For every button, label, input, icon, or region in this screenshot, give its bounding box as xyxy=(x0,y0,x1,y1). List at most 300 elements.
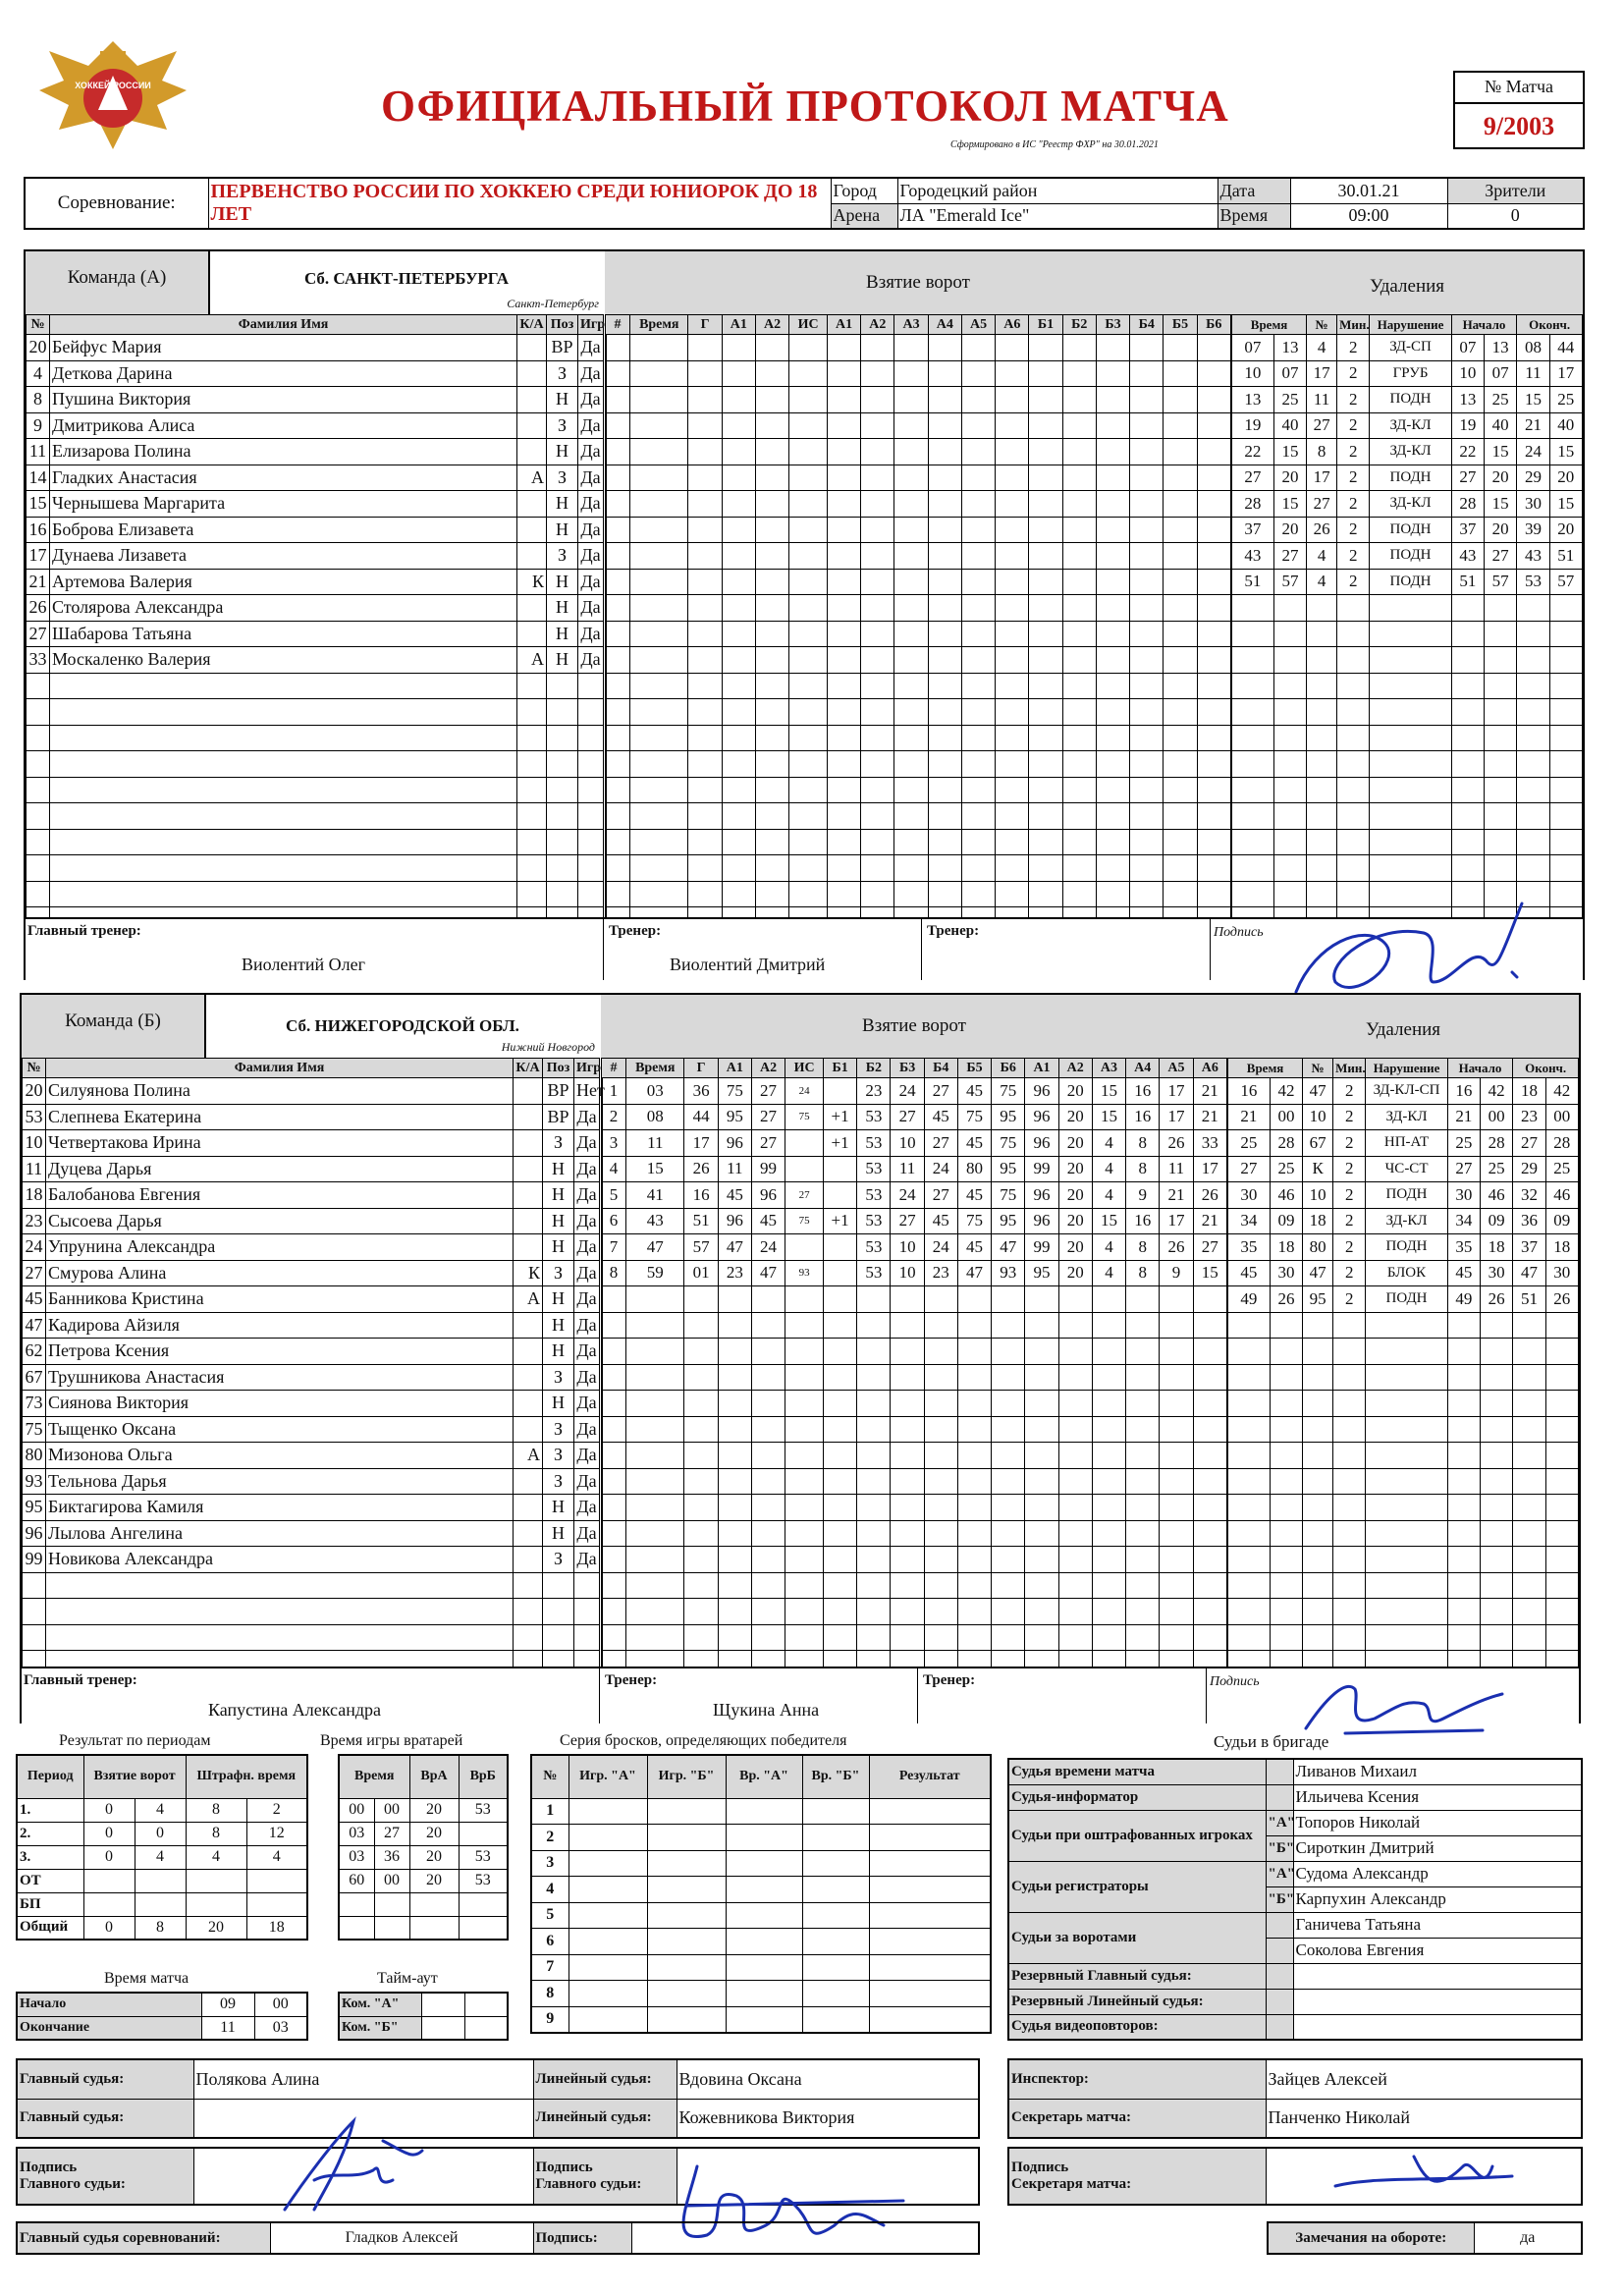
player-position: Н xyxy=(543,1520,574,1547)
penalty-cell xyxy=(1307,595,1337,622)
penalty-row xyxy=(1232,360,1583,387)
goal-cell xyxy=(992,1312,1025,1339)
penalty-cell xyxy=(1451,725,1484,751)
penalty-cell: 18 xyxy=(1480,1234,1512,1261)
goal-cell xyxy=(928,412,961,439)
goal-cell xyxy=(961,335,995,361)
penalty-cell xyxy=(1484,699,1516,726)
goal-cell xyxy=(827,491,860,518)
penalty-cell: 20 xyxy=(1273,465,1306,491)
goal-cell xyxy=(602,1572,626,1599)
player-played: Да xyxy=(578,621,604,647)
team-b-head-coach: Капустина Александра xyxy=(208,1700,382,1720)
goal-cell: 57 xyxy=(684,1234,718,1261)
shootout-num: 6 xyxy=(531,1929,568,1955)
goal-cell: 4 xyxy=(1092,1234,1125,1261)
goal-cell xyxy=(684,1364,718,1391)
goals-col-header: А2 xyxy=(755,315,788,335)
player-number: 9 xyxy=(27,412,50,439)
penalty-cell xyxy=(1270,1547,1302,1573)
player-number xyxy=(23,1572,46,1599)
goal-cell xyxy=(684,1520,718,1547)
goal-cell xyxy=(722,803,755,830)
goal-cell: +1 xyxy=(823,1130,856,1157)
penalty-cell: 37 xyxy=(1232,517,1274,543)
penalty-cell: 43 xyxy=(1517,543,1549,570)
goal-cell xyxy=(1197,569,1230,595)
goal-row xyxy=(602,1286,1227,1313)
player-played: Да xyxy=(574,1156,600,1182)
goal-cell xyxy=(755,569,788,595)
goal-cell xyxy=(718,1495,751,1521)
penalty-cell xyxy=(1270,1312,1302,1339)
player-role xyxy=(517,673,547,699)
goal-cell xyxy=(688,360,722,387)
generated-note: Сформировано в ИС "Реестр ФХР" на 30.01.2021 xyxy=(950,139,1159,150)
goal-cell xyxy=(996,412,1029,439)
goal-cell xyxy=(1160,1364,1193,1391)
player-row xyxy=(23,1391,600,1417)
roster-col-header: Игр xyxy=(578,315,604,335)
penalty-cell: 49 xyxy=(1228,1286,1271,1313)
goal-cell xyxy=(857,1599,891,1625)
goal-cell xyxy=(606,543,630,570)
penalty-cell xyxy=(1270,1391,1302,1417)
penalty-cell xyxy=(1549,647,1582,674)
penalty-row xyxy=(1232,751,1583,778)
goal-cell xyxy=(891,1547,924,1573)
penalty-cell: 39 xyxy=(1517,517,1549,543)
goal-cell xyxy=(961,647,995,674)
penalty-cell: 07 xyxy=(1451,335,1484,361)
goal-cell xyxy=(1130,725,1164,751)
player-row xyxy=(27,412,604,439)
penalty-cell: 10 xyxy=(1451,360,1484,387)
referees-table xyxy=(16,2058,980,2139)
goal-cell xyxy=(630,569,688,595)
player-played: Да xyxy=(578,491,604,518)
goalie-cell: 36 xyxy=(374,1845,409,1869)
goal-cell: 53 xyxy=(857,1208,891,1234)
goal-cell xyxy=(827,699,860,726)
goal-cell xyxy=(602,1443,626,1469)
penalty-cell xyxy=(1228,1547,1271,1573)
player-position xyxy=(547,855,578,882)
player-position: З xyxy=(547,465,578,491)
goal-cell: 15 xyxy=(1193,1260,1226,1286)
goal-cell xyxy=(688,439,722,465)
goal-cell xyxy=(827,465,860,491)
goal-cell xyxy=(1164,855,1197,882)
date: 30.01.21 xyxy=(1290,179,1447,203)
goal-cell xyxy=(1092,1286,1125,1313)
goal-cell xyxy=(626,1599,684,1625)
goal-cell xyxy=(1096,595,1129,622)
goal-cell xyxy=(928,360,961,387)
secretary: Панченко Николай xyxy=(1266,2099,1582,2138)
player-played: Да xyxy=(574,1234,600,1261)
penalty-cell xyxy=(1333,1624,1366,1651)
player-position: З xyxy=(543,1416,574,1443)
goal-cell xyxy=(827,335,860,361)
shootout-cell xyxy=(802,1954,869,1981)
player-row xyxy=(27,595,604,622)
penalty-cell xyxy=(1232,777,1274,803)
player-number: 62 xyxy=(23,1339,46,1365)
goal-cell: 53 xyxy=(857,1156,891,1182)
player-row xyxy=(23,1208,600,1234)
penalty-row xyxy=(1228,1208,1579,1234)
shootout-cell xyxy=(869,1929,991,1955)
penalty-cell: 10 xyxy=(1232,360,1274,387)
penalty-row xyxy=(1232,335,1583,361)
goals-col-header: А1 xyxy=(718,1059,751,1078)
goal-cell xyxy=(1164,517,1197,543)
penalty-cell xyxy=(1447,1547,1480,1573)
penalty-cell: 36 xyxy=(1513,1208,1545,1234)
goal-cell xyxy=(602,1468,626,1495)
penalty-cell xyxy=(1366,1599,1447,1625)
goal-cell xyxy=(823,1182,856,1209)
penalty-cell: 2 xyxy=(1333,1078,1366,1105)
player-row xyxy=(23,1260,600,1286)
goal-cell xyxy=(924,1339,957,1365)
penalty-cell xyxy=(1228,1391,1271,1417)
period-row xyxy=(17,1798,307,1822)
shootout-cell xyxy=(802,1825,869,1851)
goal-row xyxy=(606,699,1231,726)
player-played: Да xyxy=(574,1312,600,1339)
goal-cell xyxy=(751,1312,785,1339)
penalty-cell: 53 xyxy=(1517,569,1549,595)
goal-cell: 93 xyxy=(785,1260,824,1286)
brigade-role: Резервный Главный судья: xyxy=(1008,1963,1266,1989)
penalty-cell: 51 xyxy=(1451,569,1484,595)
goal-cell xyxy=(718,1599,751,1625)
penalty-cell: ПОДН xyxy=(1370,569,1451,595)
penalty-cell xyxy=(1333,1339,1366,1365)
goal-cell xyxy=(718,1547,751,1573)
goalie-cell: 03 xyxy=(339,1845,374,1869)
penalty-cell xyxy=(1480,1547,1512,1573)
goal-cell xyxy=(1029,465,1062,491)
goal-cell xyxy=(718,1364,751,1391)
goal-cell xyxy=(961,699,995,726)
goal-cell xyxy=(928,881,961,907)
penalty-cell: 37 xyxy=(1513,1234,1545,1261)
goal-cell: 2 xyxy=(602,1104,626,1130)
goal-cell xyxy=(785,1339,824,1365)
goals-col-header: # xyxy=(606,315,630,335)
goal-cell xyxy=(630,335,688,361)
roster-col-header: Фамилия Имя xyxy=(50,315,517,335)
player-role: А xyxy=(517,465,547,491)
penalty-cell: 30 xyxy=(1517,491,1549,518)
goal-cell xyxy=(1096,360,1129,387)
penalty-cell xyxy=(1228,1624,1271,1651)
goalie-cell xyxy=(339,1916,374,1940)
penalty-cell: 21 xyxy=(1228,1104,1271,1130)
goal-cell: 16 xyxy=(684,1182,718,1209)
goal-cell: 03 xyxy=(626,1078,684,1105)
shootout-cell xyxy=(802,1981,869,2007)
player-row xyxy=(27,387,604,413)
goals-col-header: А6 xyxy=(1193,1059,1226,1078)
goal-cell xyxy=(861,517,894,543)
penalty-cell xyxy=(1270,1495,1302,1521)
goal-row xyxy=(602,1156,1227,1182)
goal-cell xyxy=(1160,1599,1193,1625)
goal-cell xyxy=(1029,412,1062,439)
shootout-cell xyxy=(726,1877,802,1903)
brigade-row xyxy=(1008,1810,1582,1835)
goal-cell xyxy=(823,1547,856,1573)
timeout-a-label: Ком. "А" xyxy=(339,1993,421,2016)
goalie-row xyxy=(339,1916,508,1940)
goal-cell: 26 xyxy=(1193,1182,1226,1209)
shootout-num: 7 xyxy=(531,1954,568,1981)
goal-cell xyxy=(961,777,995,803)
goal-cell xyxy=(602,1391,626,1417)
player-position: Н xyxy=(547,569,578,595)
goal-cell: 75 xyxy=(957,1208,991,1234)
period-cell: БП xyxy=(17,1892,83,1916)
goal-row xyxy=(602,1339,1227,1365)
goal-cell xyxy=(1029,751,1062,778)
player-row xyxy=(27,855,604,882)
player-name: Кадирова Айзиля xyxy=(46,1312,514,1339)
shootout-cell xyxy=(647,1954,726,1981)
goal-cell xyxy=(1029,491,1062,518)
penalty-cell: 2 xyxy=(1337,569,1370,595)
goal-cell xyxy=(894,855,928,882)
goal-cell xyxy=(751,1443,785,1469)
goal-cell xyxy=(928,491,961,518)
penalty-cell: 27 xyxy=(1307,491,1337,518)
penalty-cell: 46 xyxy=(1545,1182,1578,1209)
player-row xyxy=(27,751,604,778)
penalty-cell: ЗД-КЛ xyxy=(1370,412,1451,439)
player-row xyxy=(27,465,604,491)
player-name: Бейфус Мария xyxy=(50,335,517,361)
goal-cell xyxy=(722,335,755,361)
goal-cell xyxy=(957,1468,991,1495)
penalty-cell xyxy=(1545,1312,1578,1339)
penalty-cell: ПОДН xyxy=(1370,543,1451,570)
player-number: 96 xyxy=(23,1520,46,1547)
goal-cell xyxy=(823,1078,856,1105)
match-start-label: Начало xyxy=(17,1993,201,2016)
goal-cell: 27 xyxy=(785,1182,824,1209)
goal-cell xyxy=(928,855,961,882)
goals-col-header: А1 xyxy=(722,315,755,335)
player-played xyxy=(574,1572,600,1599)
player-position: Н xyxy=(547,621,578,647)
goal-cell: 24 xyxy=(924,1234,957,1261)
goal-cell xyxy=(688,881,722,907)
player-row xyxy=(23,1286,600,1313)
player-position xyxy=(547,725,578,751)
goal-cell xyxy=(606,803,630,830)
match-start-m: 00 xyxy=(254,1993,307,2016)
goalie-cell: 00 xyxy=(374,1798,409,1822)
goal-cell xyxy=(755,387,788,413)
goal-cell xyxy=(755,777,788,803)
goal-cell: 20 xyxy=(1058,1078,1092,1105)
player-row xyxy=(23,1599,600,1625)
goal-cell xyxy=(1058,1339,1092,1365)
penalty-cell: 47 xyxy=(1303,1260,1333,1286)
penalty-row xyxy=(1232,387,1583,413)
goal-row xyxy=(606,595,1231,622)
goal-cell xyxy=(1130,621,1164,647)
shootout-cell xyxy=(568,1798,647,1825)
goal-cell xyxy=(861,412,894,439)
shootout-cell xyxy=(869,1798,991,1825)
goal-cell xyxy=(755,751,788,778)
penalty-cell: 15 xyxy=(1549,439,1582,465)
goal-cell xyxy=(1025,1339,1058,1365)
brigade-role: Судьи при оштрафованных игроках xyxy=(1008,1810,1266,1861)
penalty-cell xyxy=(1545,1443,1578,1469)
penalty-cell xyxy=(1480,1364,1512,1391)
penalty-row xyxy=(1232,517,1583,543)
penalty-col-header: № xyxy=(1303,1059,1333,1078)
goal-cell xyxy=(894,491,928,518)
goal-cell xyxy=(718,1286,751,1313)
goal-cell: 44 xyxy=(684,1104,718,1130)
player-played xyxy=(578,699,604,726)
penalty-cell xyxy=(1447,1520,1480,1547)
shootout-cell xyxy=(802,1877,869,1903)
goal-row xyxy=(606,621,1231,647)
penalty-cell xyxy=(1545,1364,1578,1391)
penalty-cell xyxy=(1484,803,1516,830)
goal-cell xyxy=(996,491,1029,518)
goal-cell xyxy=(718,1468,751,1495)
goalie-cell xyxy=(374,1916,409,1940)
goal-cell xyxy=(755,412,788,439)
goal-cell xyxy=(861,465,894,491)
goal-cell xyxy=(1164,751,1197,778)
goal-cell xyxy=(1062,855,1096,882)
penalty-cell xyxy=(1370,699,1451,726)
comp-ref-sig-label: Подпись: xyxy=(533,2222,631,2254)
team-a-signature-label: Подпись xyxy=(1214,925,1264,940)
goal-cell xyxy=(718,1443,751,1469)
penalty-cell xyxy=(1447,1443,1480,1469)
goal-cell: 10 xyxy=(891,1234,924,1261)
penalty-cell xyxy=(1484,829,1516,855)
team-a-head-coach: Виолентий Олег xyxy=(242,955,365,974)
goal-cell xyxy=(1092,1391,1125,1417)
goal-cell xyxy=(755,491,788,518)
goal-cell xyxy=(823,1156,856,1182)
penalty-cell: 24 xyxy=(1517,439,1549,465)
penalty-cell: 18 xyxy=(1303,1208,1333,1234)
goal-cell xyxy=(789,777,828,803)
penalty-cell xyxy=(1270,1520,1302,1547)
player-role xyxy=(517,517,547,543)
player-played: Да xyxy=(578,595,604,622)
shootout-col-header: Игр. "Б" xyxy=(647,1755,726,1798)
goal-cell xyxy=(1126,1468,1160,1495)
penalty-cell: 51 xyxy=(1513,1286,1545,1313)
team-a-section xyxy=(24,249,1585,980)
goal-cell xyxy=(602,1520,626,1547)
brigade-name: Соколова Евгения xyxy=(1293,1938,1582,1963)
goal-cell xyxy=(827,881,860,907)
goal-cell xyxy=(1062,439,1096,465)
goal-cell xyxy=(755,673,788,699)
goal-cell xyxy=(891,1495,924,1521)
player-position: Н xyxy=(543,1339,574,1365)
penalty-row xyxy=(1228,1156,1579,1182)
player-row xyxy=(23,1495,600,1521)
goal-cell xyxy=(823,1572,856,1599)
player-played: Да xyxy=(574,1391,600,1417)
goals-col-header: ИС xyxy=(785,1059,824,1078)
goal-row xyxy=(602,1104,1227,1130)
player-name: Пушина Виктория xyxy=(50,387,517,413)
line-ref-label-2: Линейный судья: xyxy=(533,2099,677,2138)
goal-cell xyxy=(630,465,688,491)
goal-cell xyxy=(755,465,788,491)
goal-cell xyxy=(1029,569,1062,595)
shootout-cell xyxy=(647,1850,726,1877)
penalty-cell xyxy=(1513,1547,1545,1573)
penalty-cell xyxy=(1270,1572,1302,1599)
goal-cell xyxy=(928,751,961,778)
goal-cell xyxy=(891,1339,924,1365)
goal-cell xyxy=(957,1624,991,1651)
penalty-cell: 10 xyxy=(1303,1104,1333,1130)
player-position: Н xyxy=(543,1208,574,1234)
penalty-cell: 40 xyxy=(1484,412,1516,439)
penalty-cell xyxy=(1513,1312,1545,1339)
goal-cell xyxy=(602,1624,626,1651)
goal-cell xyxy=(823,1599,856,1625)
penalty-cell: 08 xyxy=(1517,335,1549,361)
goal-cell xyxy=(1025,1443,1058,1469)
penalty-col-header: № xyxy=(1307,315,1337,335)
goal-cell xyxy=(789,751,828,778)
goal-cell xyxy=(992,1286,1025,1313)
goal-cell: 24 xyxy=(924,1156,957,1182)
player-name: Слепнева Екатерина xyxy=(46,1104,514,1130)
goal-cell xyxy=(1062,673,1096,699)
shootout-cell xyxy=(802,1850,869,1877)
main-ref-label-2: Главный судья: xyxy=(17,2099,193,2138)
goal-cell xyxy=(894,465,928,491)
penalty-cell: 27 xyxy=(1273,543,1306,570)
penalty-cell xyxy=(1273,751,1306,778)
penalty-cell: 2 xyxy=(1333,1260,1366,1286)
goal-cell xyxy=(928,673,961,699)
goal-cell xyxy=(861,699,894,726)
player-name: Деткова Дарина xyxy=(50,360,517,387)
shootout-cell xyxy=(726,1850,802,1877)
goal-cell xyxy=(1130,829,1164,855)
player-number xyxy=(27,881,50,907)
player-name: Артемова Валерия xyxy=(50,569,517,595)
goal-cell xyxy=(1160,1416,1193,1443)
goal-cell xyxy=(688,412,722,439)
goal-cell xyxy=(789,517,828,543)
goal-cell xyxy=(688,335,722,361)
penalty-cell: 27 xyxy=(1232,465,1274,491)
penalty-col-header: Нарушение xyxy=(1370,315,1451,335)
